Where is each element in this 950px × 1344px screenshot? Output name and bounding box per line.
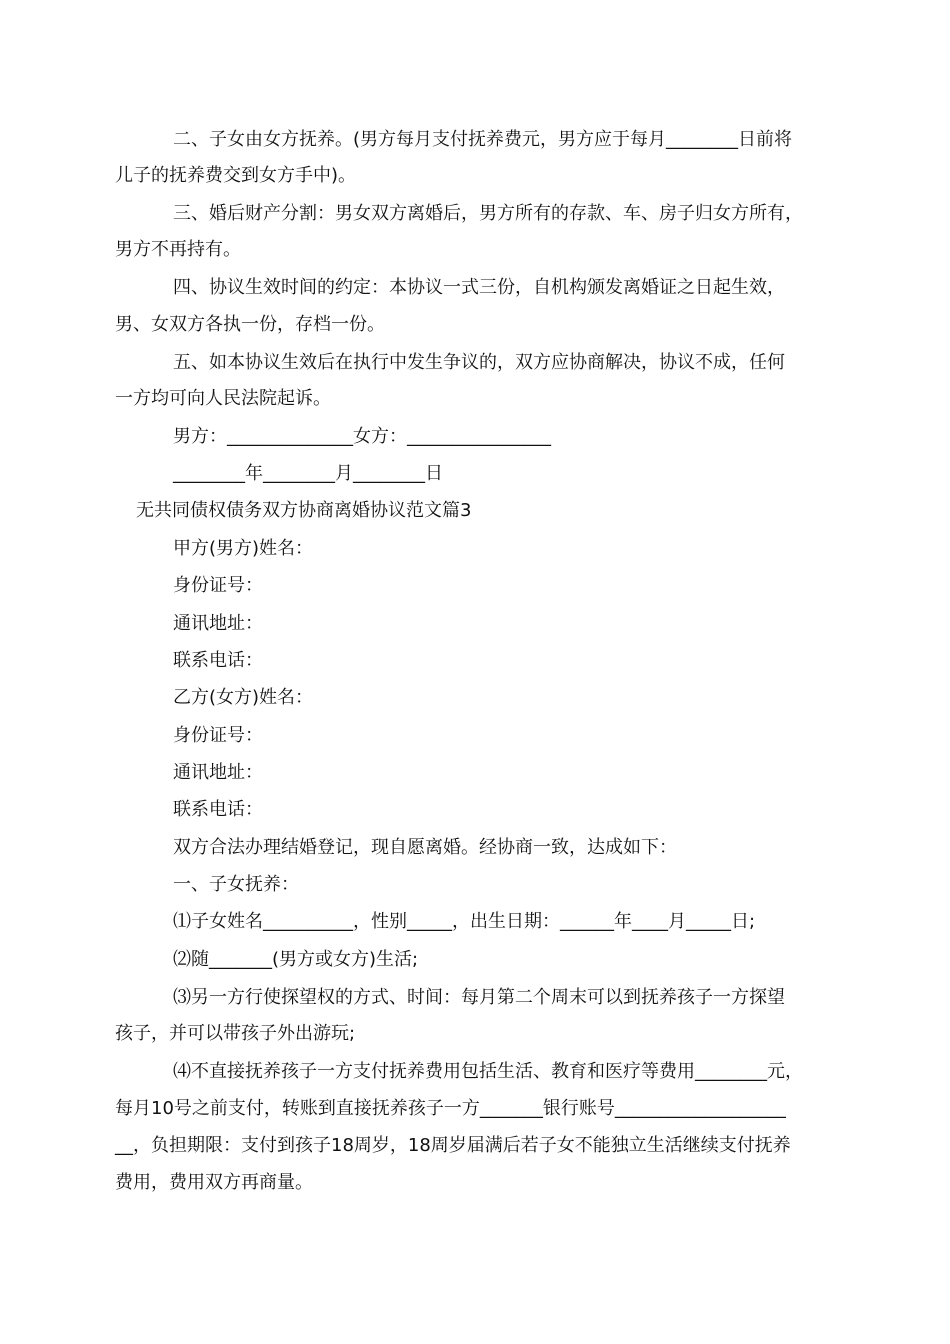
custody-item-3-line-1: ⑶另一方行使探望权的方式、时间：每月第二个周末可以到抚养孩子一方探望: [173, 987, 785, 1008]
clause-2-line-2: 儿子的抚养费交到女方手中)。: [115, 165, 357, 186]
party-b-phone: 联系电话：: [173, 799, 263, 820]
clause-4-line-1: 四、协议生效时间的约定：本协议一式三份，自机构颁发离婚证之日起生效，: [173, 277, 785, 298]
clause-3-line-2: 男方不再持有。: [115, 239, 241, 260]
child-custody-heading: 一、子女抚养：: [173, 874, 299, 895]
party-a-id: 身份证号：: [173, 575, 263, 596]
party-b-id: 身份证号：: [173, 725, 263, 746]
party-a-address: 通讯地址：: [173, 613, 263, 634]
party-b-name: 乙方(女方)姓名：: [173, 687, 314, 708]
clause-3-line-1: 三、婚后财产分割：男女双方离婚后，男方所有的存款、车、房子归女方所有，: [173, 203, 803, 224]
custody-item-4-line-1: ⑷不直接抚养孩子一方支付抚养费用包括生活、教育和医疗等费用________元，: [173, 1061, 803, 1082]
custody-item-4-line-4: 费用，费用双方再商量。: [115, 1172, 313, 1193]
signature-line: 男方：______________女方：________________: [173, 426, 551, 447]
party-b-address: 通讯地址：: [173, 762, 263, 783]
party-a-phone: 联系电话：: [173, 650, 263, 671]
custody-item-3-line-2: 孩子，并可以带孩子外出游玩;: [115, 1023, 356, 1044]
custody-item-1: ⑴子女姓名__________，性别_____，出生日期：______年____月_____日;: [173, 911, 756, 932]
section-title: 无共同债权债务双方协商离婚协议范文篇3: [136, 500, 472, 521]
agreement-intro: 双方合法办理结婚登记，现自愿离婚。经协商一致，达成如下：: [173, 837, 677, 858]
custody-item-2: ⑵随_______(男方或女方)生活;: [173, 949, 419, 970]
date-line: ________年________月________日: [173, 463, 443, 484]
party-a-name: 甲方(男方)姓名：: [173, 538, 314, 559]
clause-5-line-1: 五、如本协议生效后在执行中发生争议的，双方应协商解决，协议不成，任何: [173, 352, 785, 373]
custody-item-4-line-3: __，负担期限：支付到孩子18周岁，18周岁届满后若子女不能独立生活继续支付抚养: [115, 1135, 791, 1156]
clause-5-line-2: 一方均可向人民法院起诉。: [115, 388, 331, 409]
clause-4-line-2: 男、女双方各执一份，存档一份。: [115, 314, 385, 335]
clause-2-line-1: 二、子女由女方抚养。(男方每月支付抚养费元，男方应于每月________日前将: [173, 129, 793, 150]
custody-item-4-line-2: 每月10号之前支付，转账到直接抚养孩子一方_______银行账号___________________: [115, 1098, 786, 1119]
